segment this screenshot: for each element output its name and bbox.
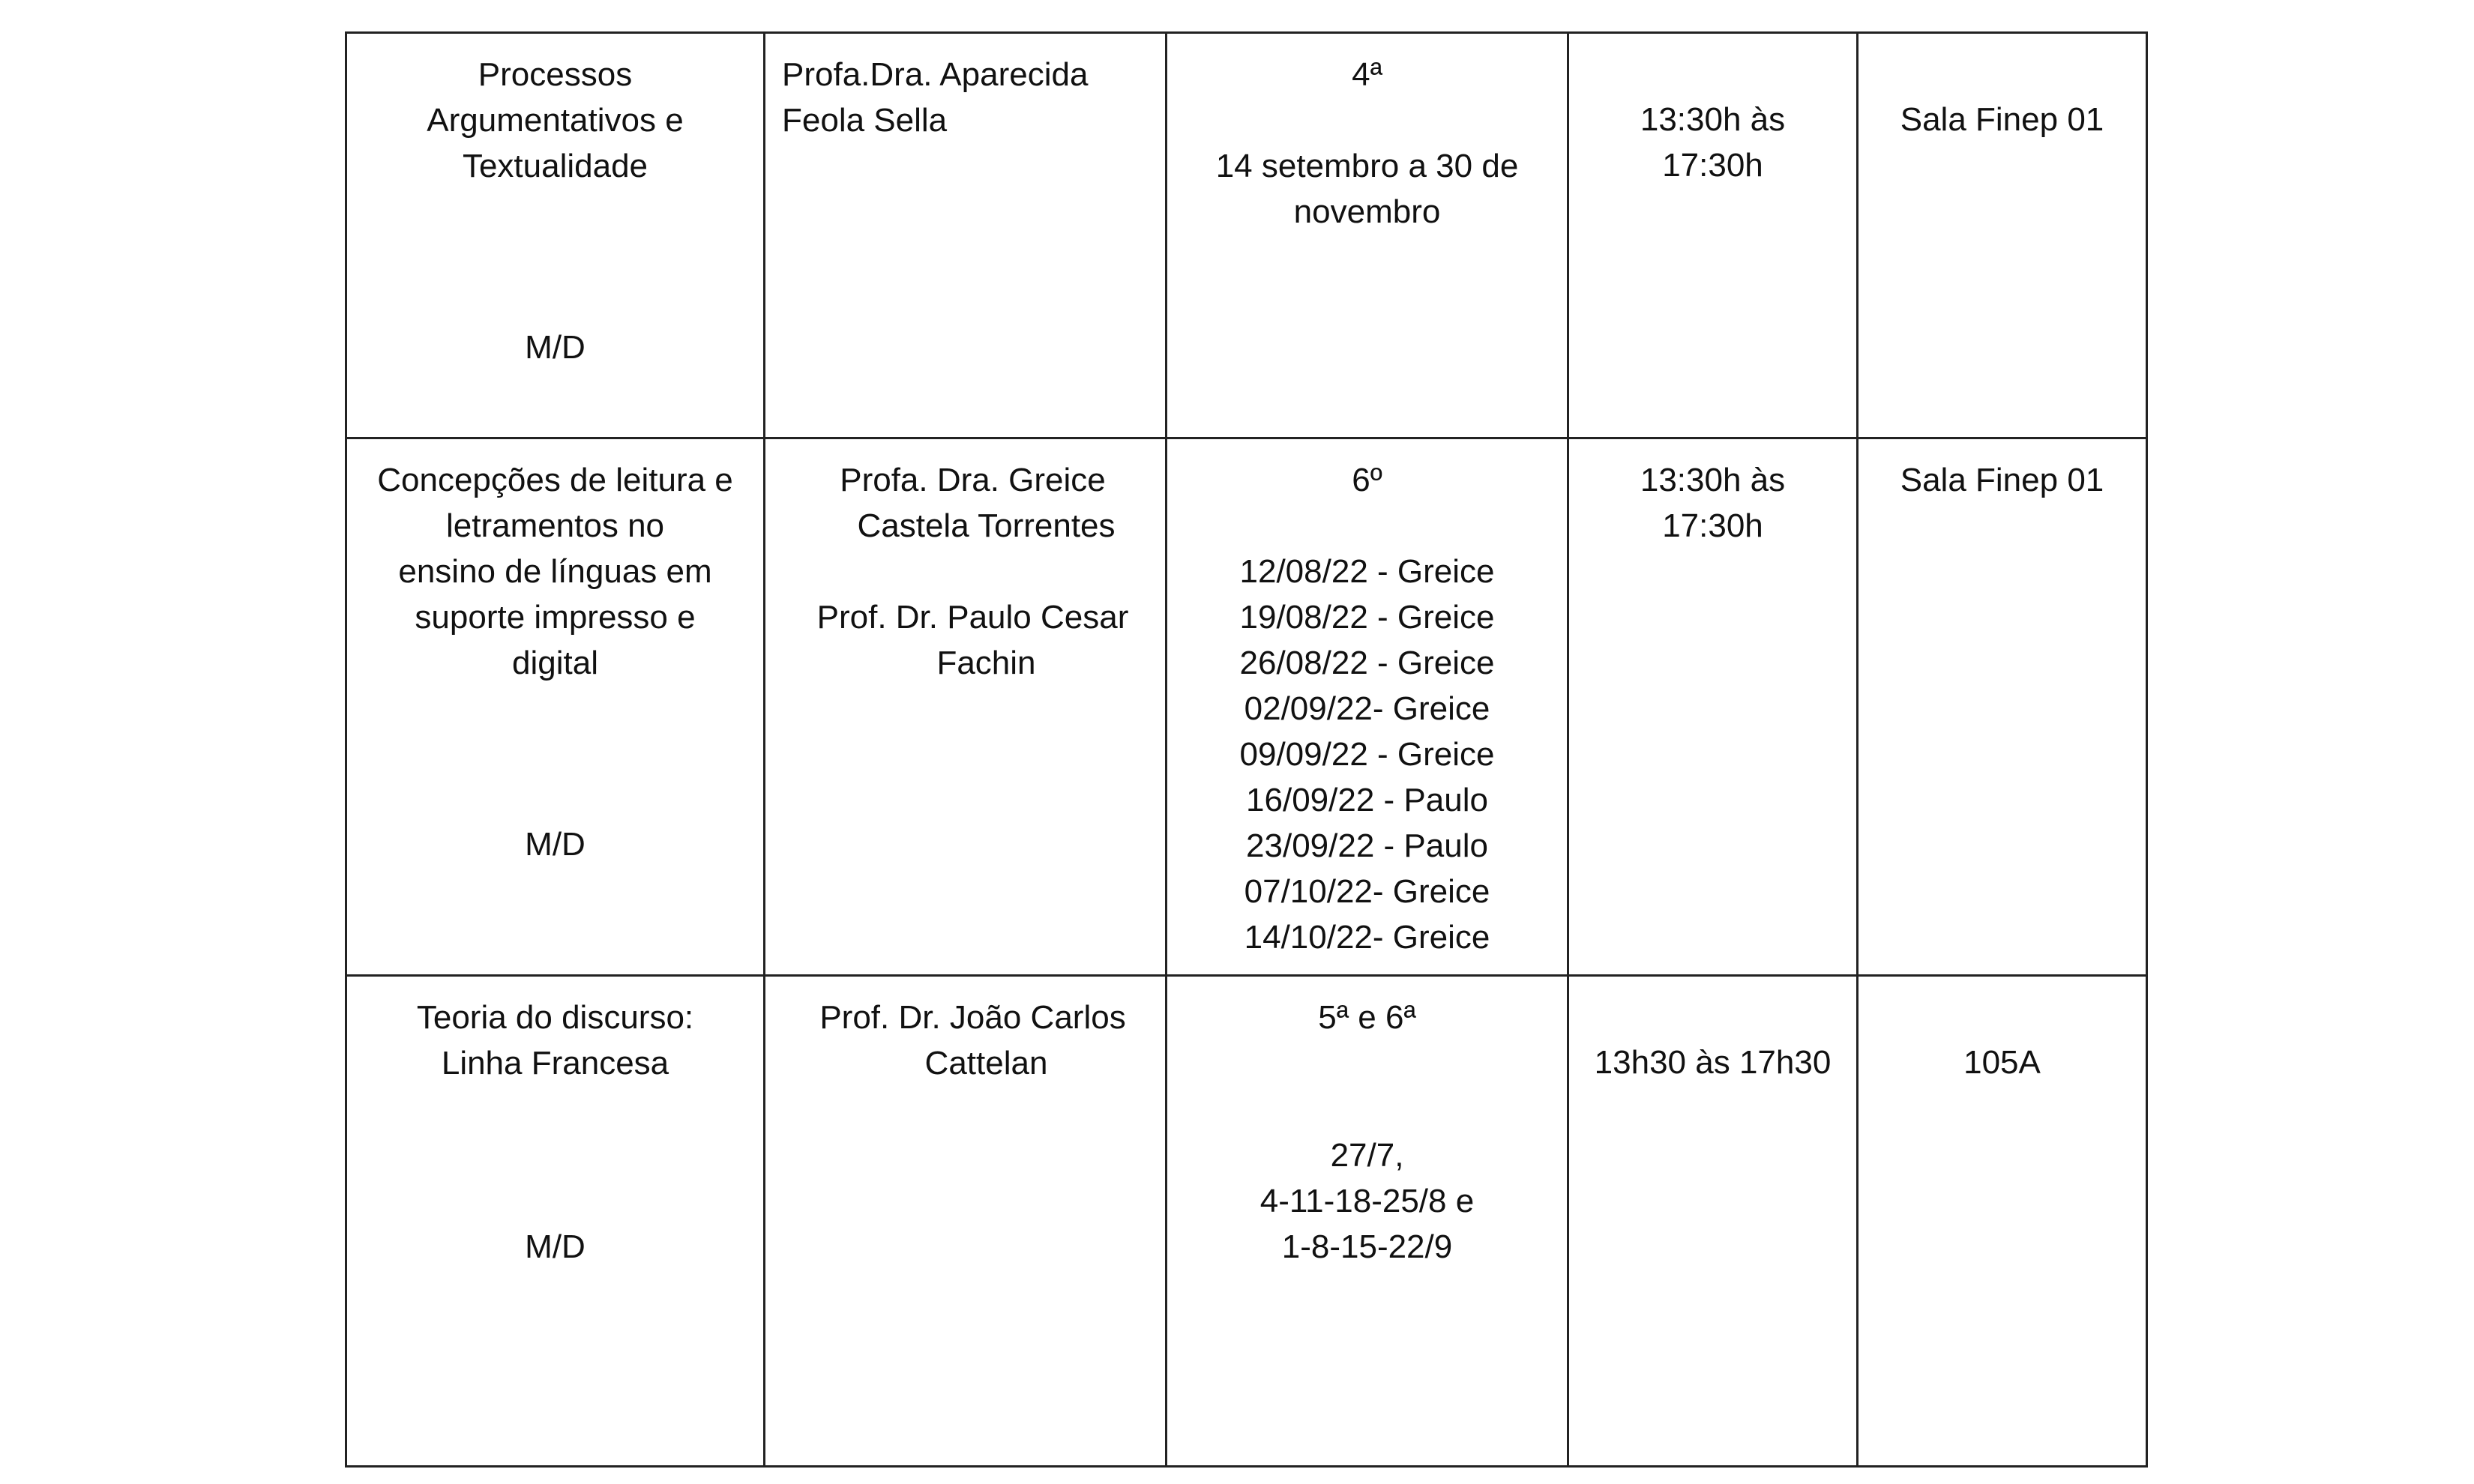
course-cell — [346, 975, 765, 1466]
course-schedule-table — [345, 31, 2148, 1468]
date-line: 07/10/22- Greice — [1244, 872, 1490, 910]
course-name-line: digital — [512, 644, 598, 681]
course-cell — [346, 33, 765, 438]
time-cell — [1568, 438, 1858, 975]
time-cell — [1568, 975, 1858, 1466]
teacher-cell — [765, 33, 1167, 438]
course-name-line: Linha Francesa — [441, 1044, 669, 1082]
weekday: 6º — [1352, 461, 1382, 498]
teacher-line — [780, 549, 1165, 594]
schedule-cell — [1167, 33, 1568, 438]
course-name-line: Argumentativos e — [427, 102, 684, 139]
course-name-line: Processos — [478, 56, 633, 93]
course-name-line: suporte impresso e — [415, 598, 696, 636]
teacher-line: Feola Sella — [782, 102, 948, 139]
time-line: 13:30h às — [1640, 461, 1786, 498]
time-line: 13h30 às 17h30 — [1594, 1043, 1832, 1081]
course-level: M/D — [525, 825, 586, 863]
date-line: 26/08/22 - Greice — [1239, 644, 1495, 681]
course-name-line: Textualidade — [462, 148, 648, 184]
room-cell — [1858, 33, 2147, 438]
date-line: 23/09/22 - Paulo — [1246, 827, 1488, 864]
course-level: M/D — [525, 329, 586, 366]
date-line: novembro — [1293, 193, 1441, 230]
date-line: 09/09/22 - Greice — [1239, 735, 1495, 773]
date-line: 1-8-15-22/9 — [1281, 1228, 1453, 1265]
table-row — [346, 438, 2147, 975]
course-cell — [346, 438, 765, 975]
table-row — [346, 33, 2147, 438]
course-name-line: Concepções de leitura e — [377, 461, 733, 498]
time-line: 13:30h às — [1640, 101, 1786, 138]
teacher-line: Fachin — [936, 644, 1036, 681]
time-cell — [1568, 33, 1858, 438]
date-line: 4-11-18-25/8 e — [1259, 1182, 1475, 1219]
course-name-line: letramentos no — [445, 507, 665, 544]
course-name-line: ensino de línguas em — [398, 552, 712, 590]
time-line: 17:30h — [1662, 147, 1763, 184]
teacher-cell — [765, 975, 1167, 1466]
teacher-line: Prof. Dr. João Carlos — [819, 998, 1126, 1036]
date-line: 12/08/22 - Greice — [1239, 552, 1495, 590]
schedule-cell — [1167, 438, 1568, 975]
date-line: 14/10/22- Greice — [1244, 918, 1490, 956]
course-name-line: Teoria do discurso: — [416, 998, 694, 1036]
course-level: M/D — [525, 1228, 586, 1265]
teacher-line: Prof. Dr. Paulo Cesar — [816, 598, 1129, 636]
room-cell — [1858, 438, 2147, 975]
date-line: 02/09/22- Greice — [1244, 690, 1490, 727]
room-cell — [1858, 975, 2147, 1466]
teacher-line: Profa.Dra. Aparecida — [782, 56, 1089, 93]
teacher-line: Castela Torrentes — [857, 507, 1116, 544]
room: Sala Finep 01 — [1900, 461, 2104, 498]
time-line: 17:30h — [1662, 507, 1763, 544]
date-line: 27/7, — [1330, 1136, 1404, 1174]
table-row — [346, 975, 2147, 1466]
weekday: 5ª e 6ª — [1318, 998, 1416, 1036]
teacher-line: Profa. Dra. Greice — [840, 461, 1106, 498]
room: 105A — [1963, 1043, 2041, 1081]
teacher-cell — [765, 438, 1167, 975]
date-line: 16/09/22 - Paulo — [1246, 781, 1488, 818]
teacher-line: Cattelan — [924, 1044, 1048, 1082]
weekday: 4ª — [1352, 56, 1382, 93]
date-line: 14 setembro a 30 de — [1215, 148, 1519, 184]
room: Sala Finep 01 — [1900, 101, 2104, 138]
date-line: 19/08/22 - Greice — [1239, 598, 1495, 636]
schedule-cell — [1167, 975, 1568, 1466]
